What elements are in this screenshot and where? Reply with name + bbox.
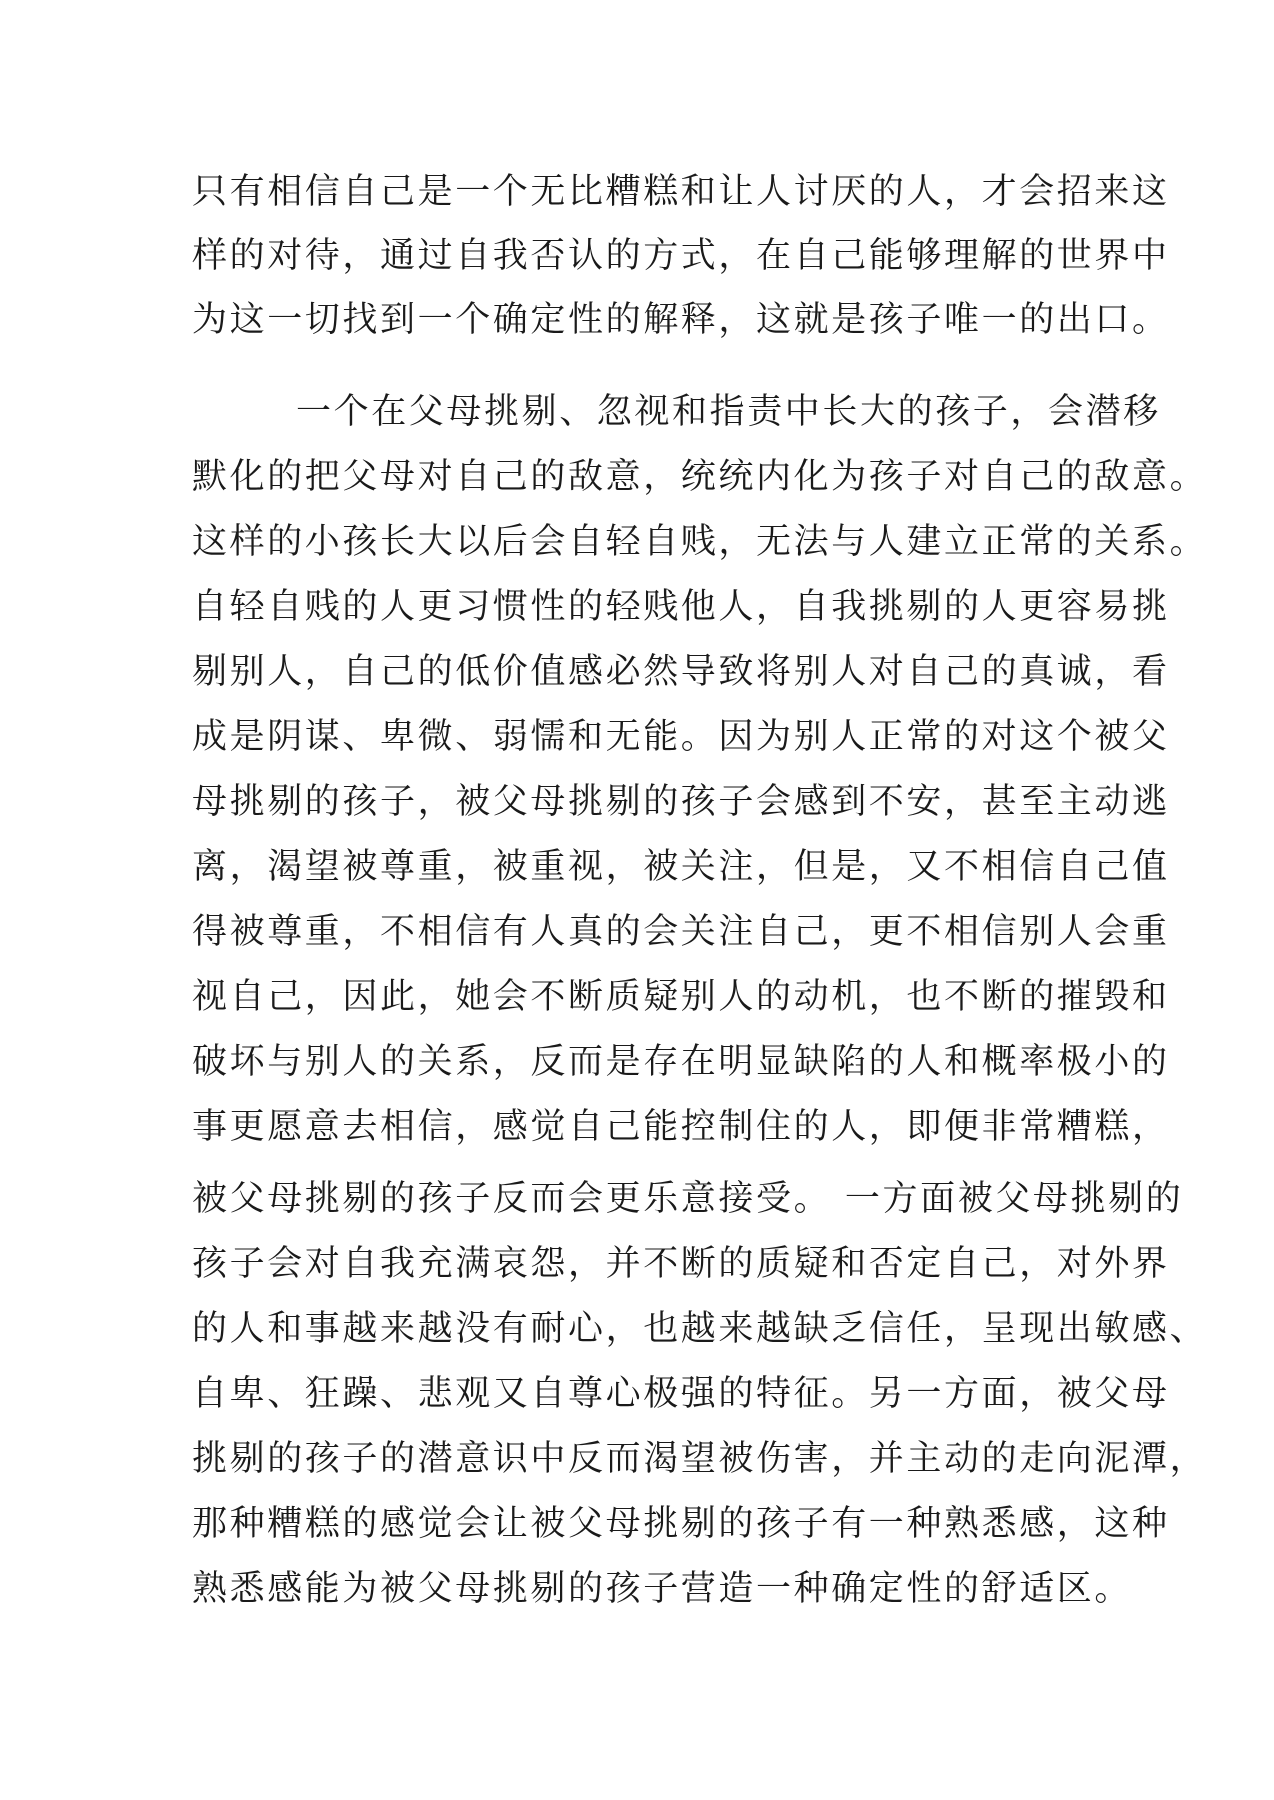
paragraph-2-line-12: 事更愿意去相信，感觉自己能控制住的人，即便非常糟糕， — [192, 1107, 1170, 1147]
paragraph-2-line-11: 破坏与别人的关系，反而是存在明显缺陷的人和概率极小的 — [192, 1042, 1170, 1082]
paragraph-2-line-15: 的人和事越来越没有耐心，也越来越缺乏信任，呈现出敏感、 — [192, 1309, 1208, 1349]
paragraph-2-line-9: 得被尊重，不相信有人真的会关注自己，更不相信别人会重 — [192, 912, 1170, 952]
paragraph-2-line-13: 被父母挑剔的孩子反而会更乐意接受。 一方面被父母挑剔的 — [192, 1179, 1184, 1219]
paragraph-2-line-14: 孩子会对自我充满哀怨，并不断的质疑和否定自己，对外界 — [192, 1244, 1170, 1284]
paragraph-2-line-7: 母挑剔的孩子，被父母挑剔的孩子会感到不安，甚至主动逃 — [192, 782, 1170, 822]
paragraph-2-line-2: 默化的把父母对自己的敌意，统统内化为孩子对自己的敌意。 — [192, 457, 1208, 497]
paragraph-2-line-4: 自轻自贱的人更习惯性的轻贱他人，自我挑剔的人更容易挑 — [192, 587, 1170, 627]
paragraph-2-line-6: 成是阴谋、卑微、弱懦和无能。因为别人正常的对这个被父 — [192, 717, 1170, 757]
paragraph-2-line-5: 剔别人，自己的低价值感必然导致将别人对自己的真诚，看 — [192, 652, 1170, 692]
paragraph-2-line-16: 自卑、狂躁、悲观又自尊心极强的特征。另一方面，被父母 — [192, 1374, 1170, 1414]
paragraph-2-line-10: 视自己，因此，她会不断质疑别人的动机，也不断的摧毁和 — [192, 977, 1170, 1017]
paragraph-2-line-19: 熟悉感能为被父母挑剔的孩子营造一种确定性的舒适区。 — [192, 1569, 1133, 1609]
paragraph-2-line-1: 一个在父母挑剔、忽视和指责中长大的孩子，会潜移 — [296, 392, 1161, 432]
paragraph-1-line-1: 只有相信自己是一个无比糟糕和让人讨厌的人，才会招来这 — [192, 172, 1170, 212]
paragraph-2-line-18: 那种糟糕的感觉会让被父母挑剔的孩子有一种熟悉感，这种 — [192, 1504, 1170, 1544]
paragraph-1-line-2: 样的对待，通过自我否认的方式，在自己能够理解的世界中 — [192, 236, 1170, 276]
paragraph-2-line-8: 离，渴望被尊重，被重视，被关注，但是，又不相信自己值 — [192, 847, 1170, 887]
paragraph-2-line-3: 这样的小孩长大以后会自轻自贱，无法与人建立正常的关系。 — [192, 522, 1208, 562]
paragraph-1-line-3: 为这一切找到一个确定性的解释，这就是孩子唯一的出口。 — [192, 300, 1170, 340]
paragraph-2-line-17: 挑剔的孩子的潜意识中反而渴望被伤害，并主动的走向泥潭， — [192, 1439, 1208, 1479]
